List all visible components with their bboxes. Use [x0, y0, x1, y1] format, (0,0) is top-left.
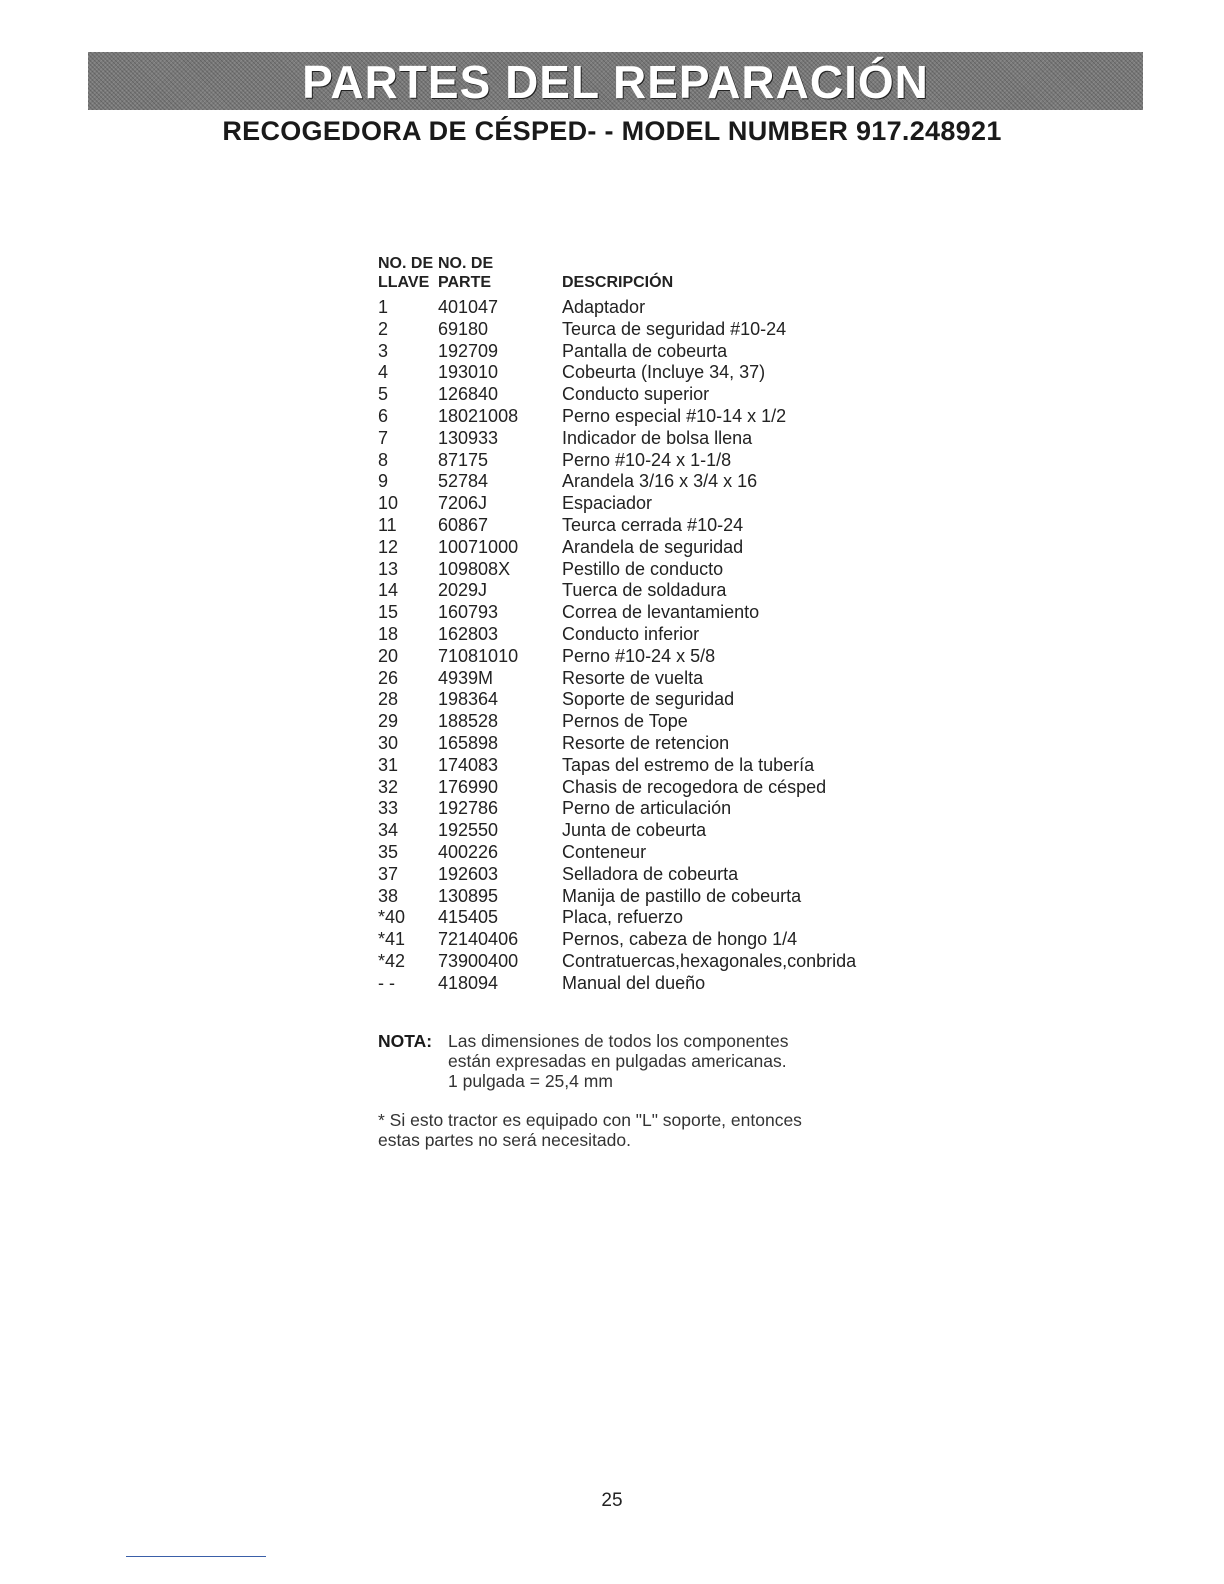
part-number-cell: 87175 [438, 449, 489, 470]
table-row [378, 537, 898, 559]
part-number-cell: 401047 [438, 297, 499, 317]
description-cell: Tapas del estremo de la tubería [562, 754, 815, 775]
description-cell: Teurca cerrada #10-24 [562, 514, 744, 535]
table-row [378, 471, 898, 493]
key-number-cell: 8 [378, 449, 389, 470]
part-number-cell: 60867 [438, 514, 489, 535]
table-row [378, 428, 898, 450]
part-number-cell: 109808X [438, 558, 511, 579]
part-number-cell: 174083 [438, 754, 499, 775]
part-number-cell: 18021008 [438, 405, 519, 426]
key-number-cell: 20 [378, 645, 399, 666]
description-cell: Conducto inferior [562, 623, 700, 644]
description-cell: Manija de pastillo de cobeurta [562, 885, 802, 906]
header-part-number: NO. DE PARTE [438, 255, 494, 291]
description-cell: Perno #10-24 x 5/8 [562, 645, 716, 666]
key-number-cell: 35 [378, 841, 399, 862]
key-number-cell: *41 [378, 929, 406, 950]
key-number-cell: - - [378, 972, 395, 993]
table-row [378, 973, 898, 995]
header-key-number: NO. DE LLAVE [378, 255, 434, 291]
description-cell: Manual del dueño [562, 972, 706, 993]
part-number-cell: 69180 [438, 318, 489, 339]
note-line: 1 pulgada = 25,4 mm [448, 1071, 613, 1091]
part-number-cell: 126840 [438, 384, 499, 405]
key-number-cell: 13 [378, 558, 399, 579]
key-number-cell: 29 [378, 711, 399, 732]
description-cell: Perno de articulación [562, 798, 732, 819]
part-number-cell: 418094 [438, 972, 499, 993]
part-number-cell: 415405 [438, 907, 499, 928]
description-cell: Placa, refuerzo [562, 907, 684, 928]
table-row [378, 886, 898, 908]
note-line: están expresadas en pulgadas americanas. [448, 1051, 787, 1071]
part-number-cell: 176990 [438, 776, 499, 797]
description-cell: Selladora de cobeurta [562, 863, 739, 884]
part-number-cell: 130895 [438, 885, 499, 906]
key-number-cell: 37 [378, 863, 399, 884]
model-subtitle: RECOGEDORA DE CÉSPED- - MODEL NUMBER 917.248921 [222, 116, 1002, 146]
parts-table-body [378, 297, 898, 995]
part-number-cell: 10071000 [438, 536, 519, 557]
description-cell: Adaptador [562, 297, 646, 317]
description-cell: Pernos, cabeza de hongo 1/4 [562, 929, 798, 950]
key-number-cell: 5 [378, 384, 389, 405]
key-number-cell: 34 [378, 820, 399, 841]
part-number-cell: 193010 [438, 362, 499, 383]
key-number-cell: 3 [378, 340, 389, 361]
description-cell: Pantalla de cobeurta [562, 340, 728, 361]
table-row [378, 580, 898, 602]
table-row [378, 646, 898, 668]
table-row [378, 798, 898, 820]
key-number-cell: *42 [378, 950, 406, 971]
description-cell: Soporte de seguridad [562, 689, 735, 710]
table-row [378, 733, 898, 755]
key-number-cell: 11 [378, 514, 397, 535]
part-number-cell: 160793 [438, 602, 499, 623]
part-number-cell: 52784 [438, 471, 489, 492]
table-row [378, 842, 898, 864]
table-row [378, 820, 898, 842]
table-row [378, 951, 898, 973]
part-number-cell: 192786 [438, 798, 499, 819]
part-number-cell: 72140406 [438, 929, 519, 950]
part-number-cell: 188528 [438, 711, 499, 732]
footnote-line: estas partes no será necesitado. [378, 1130, 631, 1150]
table-row [378, 559, 898, 581]
key-number-cell: 6 [378, 405, 389, 426]
description-cell: Conducto superior [562, 384, 710, 405]
table-row [378, 406, 898, 428]
key-number-cell: 32 [378, 776, 399, 797]
banner-title: PARTES DEL REPARACIÓN [302, 56, 929, 108]
part-number-cell: 162803 [438, 623, 499, 644]
parts-table [378, 254, 898, 995]
table-row [378, 341, 898, 363]
table-row [378, 864, 898, 886]
key-number-cell: 4 [378, 362, 389, 383]
part-number-cell: 130933 [438, 427, 499, 448]
key-number-cell: 38 [378, 885, 399, 906]
table-row [378, 777, 898, 799]
table-row [378, 384, 898, 406]
part-number-cell: 2029J [438, 580, 488, 601]
key-number-cell: 12 [378, 536, 399, 557]
key-number-cell: 28 [378, 689, 399, 710]
footnote [378, 1110, 898, 1150]
part-number-cell: 400226 [438, 841, 499, 862]
footnote-line: * Si esto tractor es equipado con "L" soporte, entonces [378, 1110, 802, 1130]
title-banner [88, 52, 1143, 110]
key-number-cell: 30 [378, 732, 399, 753]
parts-table-header [378, 254, 898, 297]
part-number-cell: 165898 [438, 732, 499, 753]
key-number-cell: 26 [378, 667, 399, 688]
table-row [378, 362, 898, 384]
page-number: 25 [601, 1490, 623, 1511]
key-number-cell: 9 [378, 471, 389, 492]
description-cell: Chasis de recogedora de césped [562, 776, 827, 797]
part-number-cell: 198364 [438, 689, 499, 710]
bottom-divider [126, 1556, 266, 1557]
table-row [378, 450, 898, 472]
key-number-cell: 10 [378, 493, 399, 514]
part-number-cell: 192709 [438, 340, 499, 361]
description-cell: Resorte de vuelta [562, 667, 704, 688]
key-number-cell: 2 [378, 318, 389, 339]
note-block [378, 1031, 898, 1091]
table-row [378, 668, 898, 690]
table-row [378, 689, 898, 711]
part-number-cell: 192550 [438, 820, 499, 841]
table-row [378, 602, 898, 624]
description-cell: Arandela 3/16 x 3/4 x 16 [562, 471, 758, 492]
description-cell: Perno especial #10-14 x 1/2 [562, 405, 787, 426]
description-cell: Arandela de seguridad [562, 536, 744, 557]
table-row [378, 711, 898, 733]
part-number-cell: 71081010 [438, 645, 519, 666]
key-number-cell: 14 [378, 580, 399, 601]
table-row [378, 624, 898, 646]
table-row [378, 929, 898, 951]
description-cell: Resorte de retencion [562, 732, 730, 753]
description-cell: Pestillo de conducto [562, 558, 724, 579]
key-number-cell: 18 [378, 623, 399, 644]
description-cell: Tuerca de soldadura [562, 580, 727, 601]
part-number-cell: 73900400 [438, 950, 519, 971]
key-number-cell: 33 [378, 798, 399, 819]
note-label: NOTA: [378, 1031, 433, 1051]
description-cell: Conteneur [562, 841, 647, 862]
description-cell: Junta de cobeurta [562, 820, 707, 841]
table-row [378, 319, 898, 341]
part-number-cell: 192603 [438, 863, 499, 884]
description-cell: Espaciador [562, 493, 653, 514]
part-number-cell: 4939M [438, 667, 494, 688]
key-number-cell: 7 [378, 427, 389, 448]
description-cell: Pernos de Tope [562, 711, 688, 732]
description-cell: Correa de levantamiento [562, 602, 760, 623]
note-line: Las dimensiones de todos los componentes [448, 1031, 789, 1051]
table-row [378, 493, 898, 515]
description-cell: Perno #10-24 x 1-1/8 [562, 449, 732, 470]
description-cell: Cobeurta (Incluye 34, 37) [562, 362, 766, 383]
key-number-cell: 15 [378, 602, 399, 623]
table-row [378, 907, 898, 929]
table-row [378, 755, 898, 777]
part-number-cell: 7206J [438, 493, 488, 514]
header-description: DESCRIPCIÓN [562, 274, 674, 291]
table-row [378, 515, 898, 537]
key-number-cell: *40 [378, 907, 406, 928]
description-cell: Indicador de bolsa llena [562, 427, 753, 448]
description-cell: Teurca de seguridad #10-24 [562, 318, 787, 339]
key-number-cell: 1 [378, 297, 389, 317]
key-number-cell: 31 [378, 754, 399, 775]
table-row [378, 297, 898, 319]
description-cell: Contratuercas,hexagonales,conbrida [562, 950, 857, 971]
